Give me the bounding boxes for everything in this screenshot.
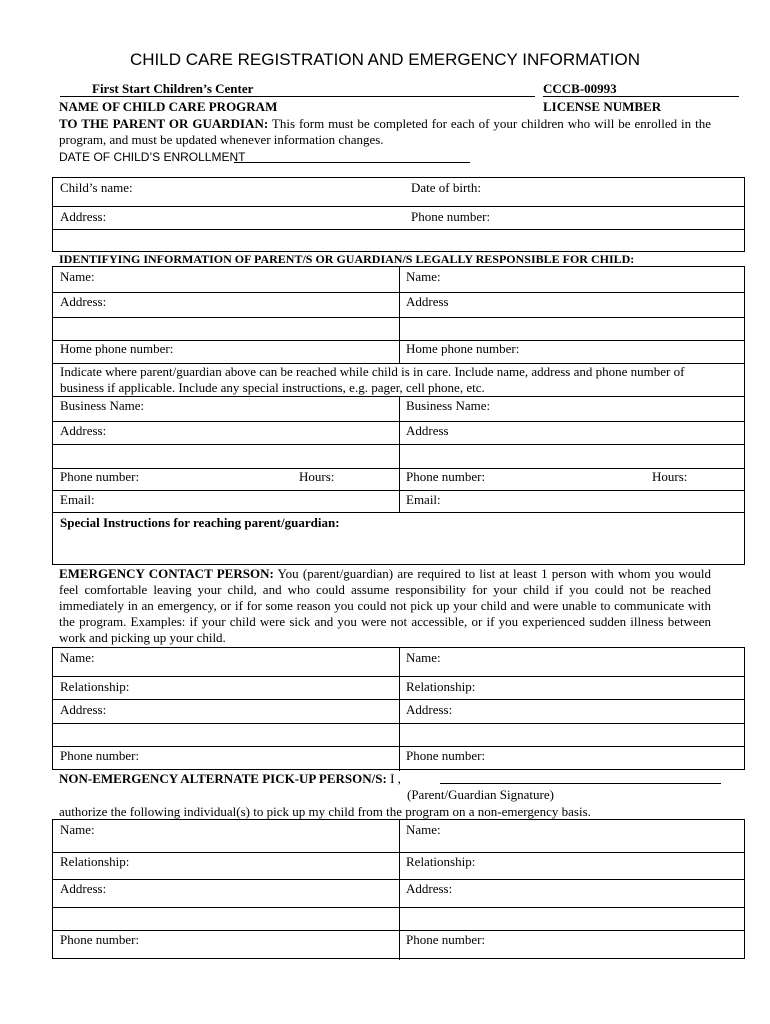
form-title: CHILD CARE REGISTRATION AND EMERGENCY INFORMATION	[129, 50, 641, 69]
pickup1-name-field[interactable]: Name:	[60, 822, 95, 837]
program-name-value[interactable]: First Start Children’s Center	[92, 81, 254, 96]
pickup2-name-field[interactable]: Name:	[406, 822, 441, 837]
license-number-label: LICENSE NUMBER	[543, 99, 662, 114]
enrollment-label: DATE OF CHILD’S ENROLLMENT	[59, 150, 246, 164]
emergency2-address-field[interactable]: Address:	[406, 702, 453, 717]
emergency1-relationship-field[interactable]: Relationship:	[60, 679, 130, 694]
instructions-lead: TO THE PARENT OR GUARDIAN:	[59, 116, 269, 131]
parent1-name-field[interactable]: Name:	[60, 269, 95, 284]
emergency1-phone-field[interactable]: Phone number:	[60, 748, 140, 763]
parent2-business-address-field[interactable]: Address	[406, 423, 449, 438]
emergency-text: You (parent/guardian) are required to list at least 1 person with whom you would feel comfortable leaving your child, and who could assume responsibility for your child if you could not be reached immediately in an emergency, or if for some reason you could not pick up your child and were unable to communicate with the program. Examples: if your child were sick and you were not accessible, or if you experienced sudden illness between work and picking up your child.	[59, 566, 711, 645]
emergency2-relationship-field[interactable]: Relationship:	[406, 679, 476, 694]
parent1-address-field[interactable]: Address:	[60, 294, 107, 309]
child-info-table	[52, 177, 745, 252]
parent1-hours-field[interactable]: Hours:	[299, 469, 335, 484]
child-address-field[interactable]: Address:	[60, 209, 107, 224]
program-name-label: NAME OF CHILD CARE PROGRAM	[59, 99, 278, 114]
parent2-address-field[interactable]: Address	[406, 294, 449, 309]
parents-heading: IDENTIFYING INFORMATION OF PARENT/S OR GUARDIAN/S LEGALLY RESPONSIBLE FOR CHILD:	[59, 252, 635, 266]
pickup2-address-field[interactable]: Address:	[406, 881, 453, 896]
authorize-text: authorize the following individual(s) to pick up my child from the program on a non-emergency basis.	[59, 804, 591, 819]
parent1-business-name-field[interactable]: Business Name:	[60, 398, 145, 413]
pickup1-address-field[interactable]: Address:	[60, 881, 107, 896]
signature-caption: (Parent/Guardian Signature)	[407, 787, 554, 802]
parent1-business-address-field[interactable]: Address:	[60, 423, 107, 438]
emergency-lead: EMERGENCY CONTACT PERSON:	[59, 566, 274, 581]
pickup-table	[52, 819, 745, 959]
parent2-business-phone-field[interactable]: Phone number:	[406, 469, 486, 484]
pickup-i-text: I ,	[386, 771, 401, 786]
emergency2-name-field[interactable]: Name:	[406, 650, 441, 665]
emergency-table	[52, 647, 745, 770]
parent1-email-field[interactable]: Email:	[60, 492, 95, 507]
pickup2-phone-field[interactable]: Phone number:	[406, 932, 486, 947]
parent-signature-field[interactable]	[440, 783, 721, 784]
pickup-heading-line	[59, 771, 401, 787]
parent1-home-phone-field[interactable]: Home phone number:	[60, 341, 174, 356]
child-phone-field[interactable]: Phone number:	[411, 209, 491, 224]
parent2-business-name-field[interactable]: Business Name:	[406, 398, 491, 413]
pickup-lead: NON-EMERGENCY ALTERNATE PICK-UP PERSON/S:	[59, 771, 387, 786]
enrollment-date-field[interactable]	[234, 162, 470, 163]
date-of-birth-field[interactable]: Date of birth:	[411, 180, 482, 195]
emergency1-name-field[interactable]: Name:	[60, 650, 95, 665]
pickup1-relationship-field[interactable]: Relationship:	[60, 854, 130, 869]
emergency1-address-field[interactable]: Address:	[60, 702, 107, 717]
special-instructions-field[interactable]: Special Instructions for reaching parent/guardian:	[60, 515, 340, 530]
instructions-text: This form must be completed for each of your children who will be enrolled in the program, and must be updated whenever information changes.	[59, 116, 711, 147]
emergency-paragraph	[59, 566, 711, 646]
parent2-home-phone-field[interactable]: Home phone number:	[406, 341, 520, 356]
parent2-name-field[interactable]: Name:	[406, 269, 441, 284]
parent2-email-field[interactable]: Email:	[406, 492, 441, 507]
parent1-business-phone-field[interactable]: Phone number:	[60, 469, 140, 484]
license-number-value[interactable]: CCCB-00993	[543, 81, 617, 96]
parents-table	[52, 266, 745, 565]
parent2-hours-field[interactable]: Hours:	[652, 469, 688, 484]
reach-note: Indicate where parent/guardian above can be reached while child is in care. Include name, address and phone number of business if applicable. Include any special instructions, e.g. pager, cell phone, etc.	[60, 364, 685, 395]
emergency2-phone-field[interactable]: Phone number:	[406, 748, 486, 763]
instructions-paragraph	[59, 116, 711, 148]
pickup2-relationship-field[interactable]: Relationship:	[406, 854, 476, 869]
pickup1-phone-field[interactable]: Phone number:	[60, 932, 140, 947]
child-name-field[interactable]: Child’s name:	[60, 180, 133, 195]
